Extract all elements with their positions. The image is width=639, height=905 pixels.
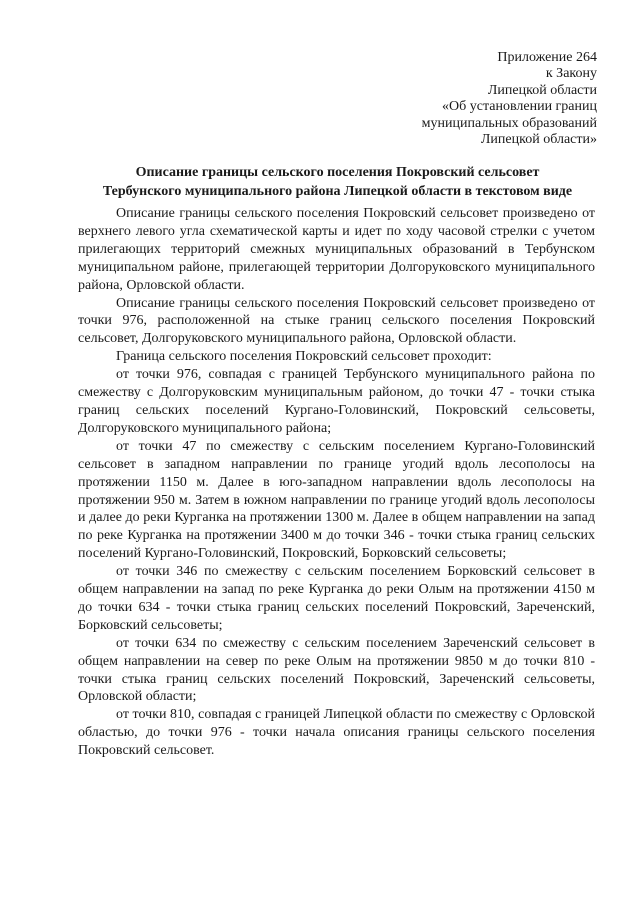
paragraph-segment: от точки 634 по смежеству с сельским поселением Зареченский сельсовет в общем направлении на север по реке Олым на протяжении 9850 м до точки 810 - точки стыка границ сельских поселений Покровский, Зареченский сельсоветы, Орловской области; [78,635,595,705]
appendix-line: Липецкой области [487,82,597,98]
paragraph-segment: от точки 976, совпадая с границей Тербунского муниципального района по смежеству с Долгоруковским муниципальным районом, до точки 47 - точки стыка границ сельских поселений Кургано-Головинский, Покровский сельсоветы, Долгоруковского муниципального района; [78,367,595,436]
paragraph-start-point: Описание границы сельского поселения Покровский сельсовет произведено от точки 976, расположенной на стыке границ сельского поселения Покровский сельсовет, Долгоруковского муниципального района, Орловской области. [78,295,595,347]
paragraph-boundary-heading: Граница сельского поселения Покровский сельсовет проходит: [116,349,492,365]
paragraph-segment: от точки 47 по смежеству с сельским поселением Кургано-Головинский сельсовет в западном направлении по границе угодий вдоль лесополосы на протяжении 1150 м. Далее в юго-западном направлении вдоль лесополосы на протяжении 950 м. Затем в южном направлении по границе угодий вдоль лесополосы и далее до реки Курганка на протяжении 1300 м. Далее в общем направлении на запад по реке Курганка на протяжении 3400 м до точки 346 - точки стыка границ сельских поселений Кургано-Головинский, Покровский, Борковский сельсоветы; [78,438,595,562]
paragraph-intro: Описание границы сельского поселения Покровский сельсовет произведено от верхнего левого угла схематической карты и идет по ходу часовой стрелки с учетом прилегающих территорий смежных муниципальных образований в Тербунском муниципальном районе, прилегающей территории Долгоруковского муниципального района, Орловской области. [78,206,595,293]
document-body [78,205,595,760]
appendix-header [422,50,597,148]
appendix-line: Приложение 264 [497,50,597,65]
paragraph-segment: от точки 810, совпадая с границей Липецкой области по смежеству с Орловской областью, до точки 976 - точки начала описания границы сельского поселения Покровский сельсовет. [78,707,595,759]
title-line-2: Тербунского муниципального района Липецкой области в текстовом виде [102,184,573,199]
appendix-line: к Закону [545,66,597,82]
document-title [78,163,597,201]
appendix-line: «Об установлении границ [442,99,597,115]
appendix-line: муниципальных образований [421,115,597,131]
paragraph-segment: от точки 346 по смежеству с сельским поселением Борковский сельсовет в общем направлении на запад по реке Курганка до реки Олым на протяжении 4150 м до точки 634 - точки стыка границ сельских поселений Покровский, Зареченский, Борковский сельсоветы; [78,564,595,633]
title-line-1: Описание границы сельского поселения Покровский сельсовет [135,165,540,180]
appendix-line: Липецкой области» [480,132,597,148]
